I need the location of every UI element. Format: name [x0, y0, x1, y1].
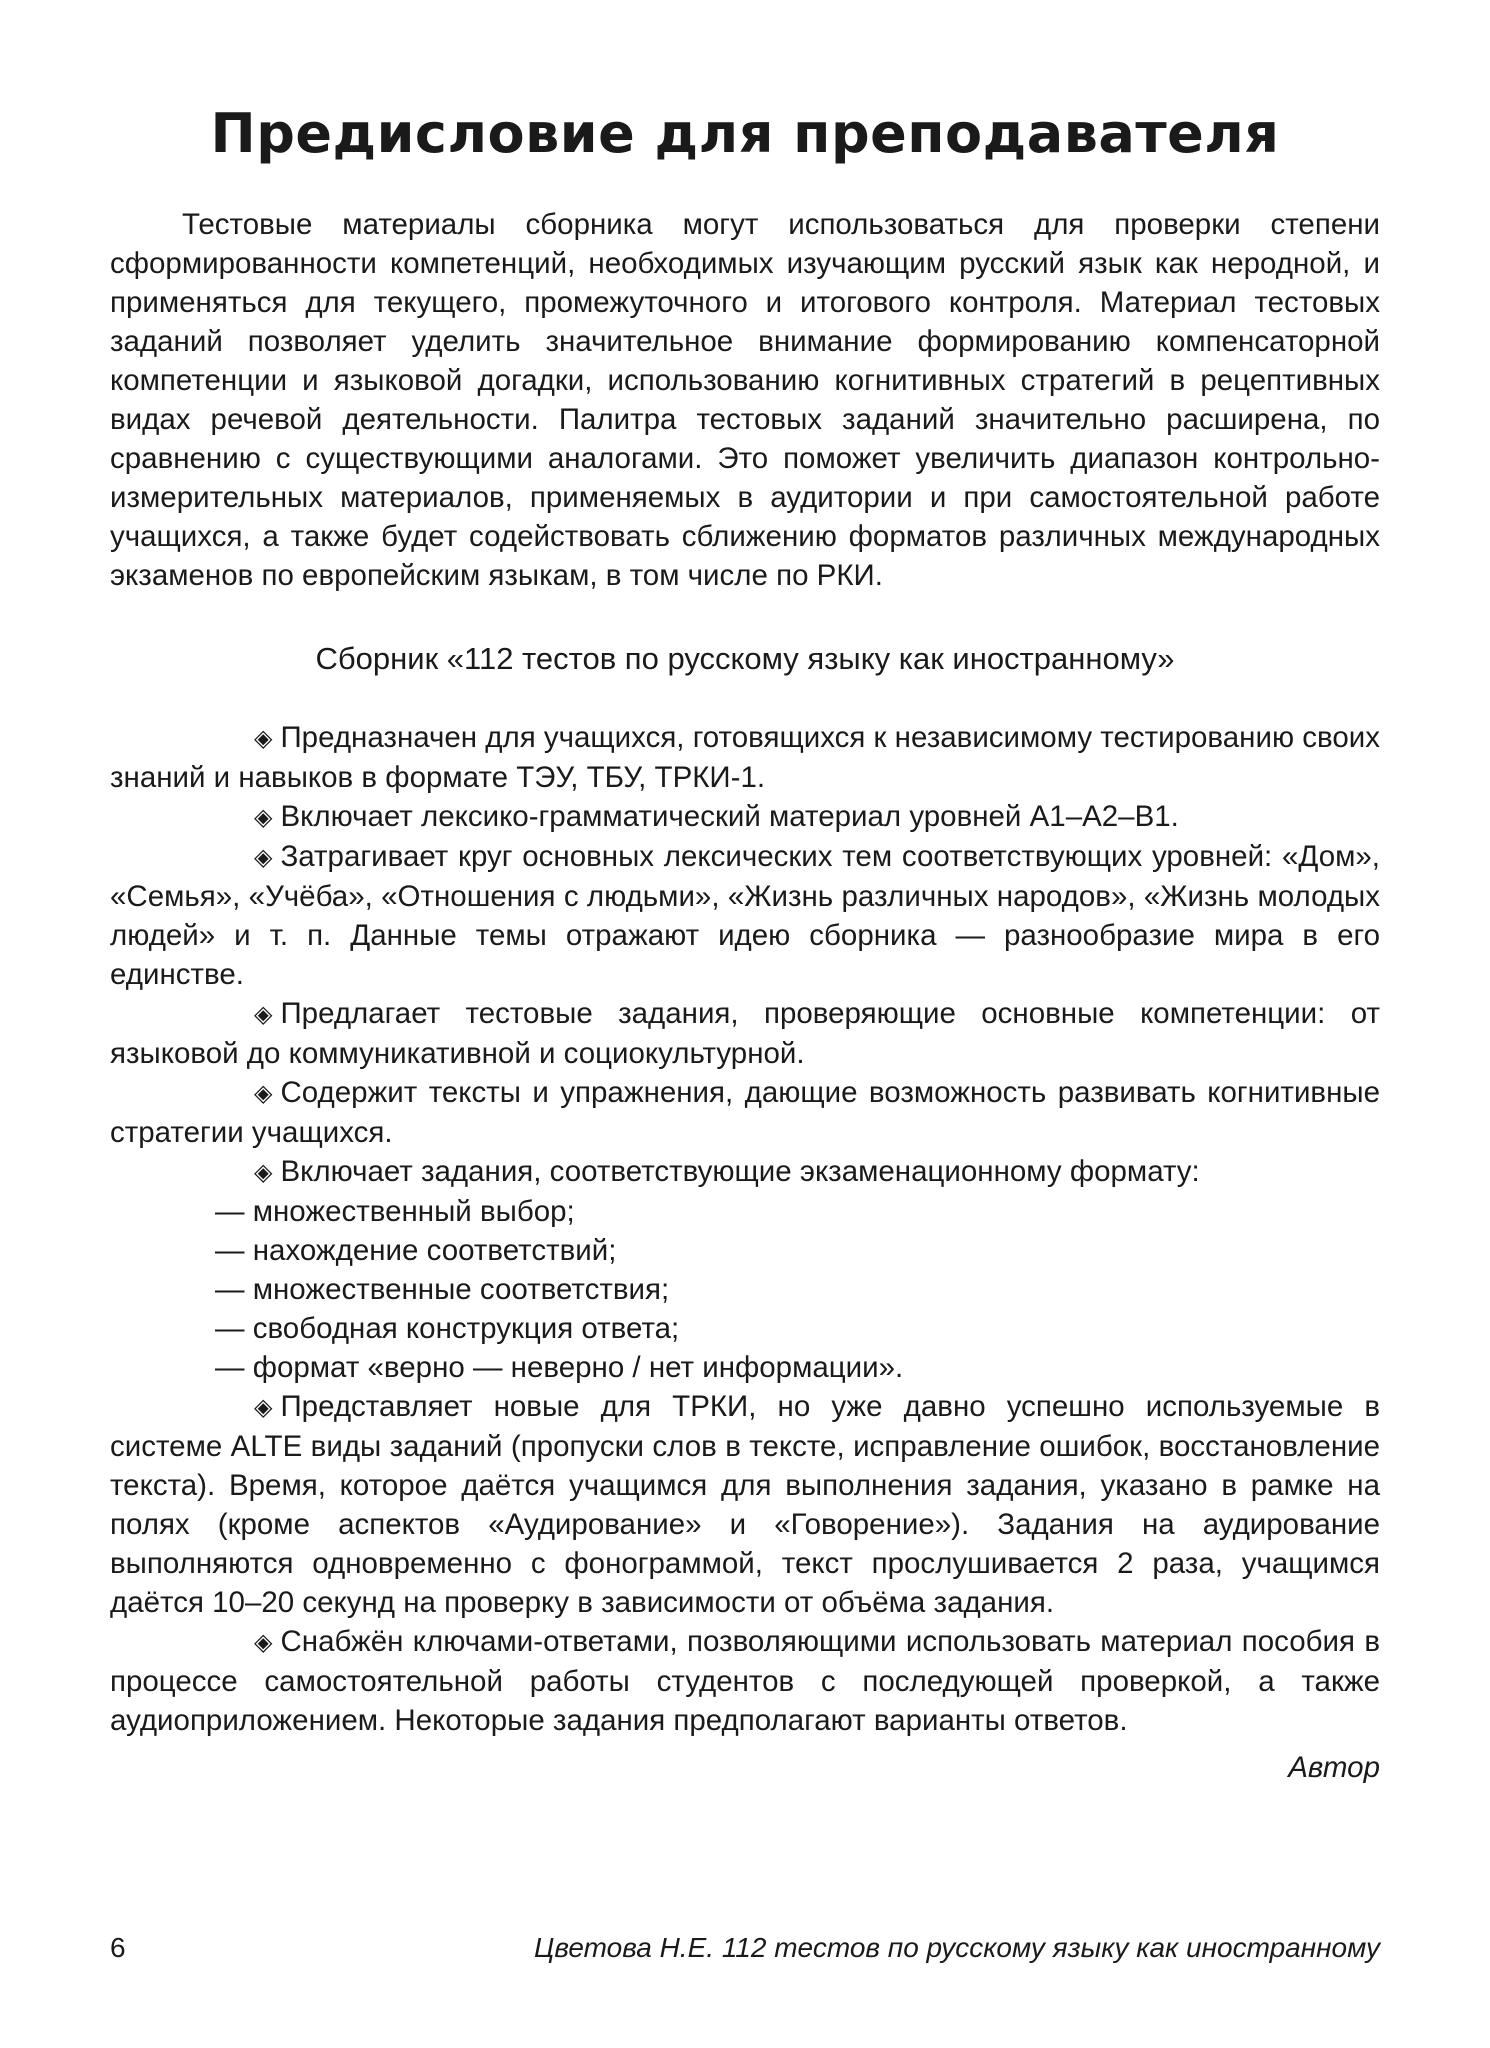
intro-paragraph: Тестовые материалы сборника могут использоваться для проверки степени сформированности компетенций, необходимых изучающим русский язык как неродной, и применяться для текущего, промежуточного и итогового контроля. Материал тестовых заданий позволяет уделить значительное внимание формированию компенсаторной компетенции и языковой догадки, использованию когнитивных стратегий в рецептивных видах речевой деятельности. Палитра тестовых заданий значительно расширена, по сравнению с существующими аналогами. Это поможет увеличить диапазон контрольно-измерительных материалов, применяемых в аудитории и при самостоятельной работе учащихся, а также будет содействовать сближению форматов различных международных экзаменов по европейским языкам, в том числе по РКИ. [110, 208, 1380, 592]
bullet-item [110, 837, 1380, 994]
bullet-item [110, 1387, 1380, 1622]
diamond-dot-icon: ◈ [254, 803, 273, 831]
page-number: 6 [110, 1932, 126, 1963]
diamond-dot-icon: ◈ [254, 1393, 273, 1421]
bullet-text: Содержит тексты и упражнения, дающие возможность развивать когнитивные стратегии учащихся. [110, 1076, 1380, 1149]
bullet-item [110, 994, 1380, 1073]
diamond-dot-icon: ◈ [254, 1158, 273, 1186]
bullet-item [110, 797, 1380, 837]
bullet-item [110, 1073, 1380, 1152]
format-item: — множественные соответствия; [215, 1273, 670, 1306]
body-text [110, 205, 1380, 1787]
bullet-text: Предназначен для учащихся, готовящихся к независимому тестированию своих знаний и навыков в формате ТЭУ, ТБУ, ТРКИ-1. [110, 721, 1380, 794]
diamond-dot-icon: ◈ [254, 1079, 273, 1107]
diamond-dot-icon: ◈ [254, 1628, 273, 1656]
bullet-item [110, 1622, 1380, 1740]
diamond-dot-icon: ◈ [254, 843, 273, 871]
format-item: — свободная конструкция ответа; [215, 1312, 680, 1345]
running-title: Цветова Н.Е. 112 тестов по русскому языку как иностранному [534, 1932, 1380, 1963]
author-signature: Автор [1288, 1751, 1380, 1784]
diamond-dot-icon: ◈ [254, 724, 273, 752]
diamond-dot-icon: ◈ [254, 1000, 273, 1028]
format-item: — нахождение соответствий; [215, 1234, 617, 1267]
bullet-text: Затрагивает круг основных лексических тем соответствующих уровней: «Дом», «Семья», «Учёба», «Отношения с людьми», «Жизнь различных народов», «Жизнь молодых людей» и т. п. Данные темы отражают идею сборника — разнообразие мира в его единстве. [110, 840, 1380, 991]
format-list [110, 1192, 1380, 1387]
bullet-item [110, 718, 1380, 797]
bullet-text: Предлагает тестовые задания, проверяющие основные компетенции: от языковой до коммуникативной и социокультурной. [110, 997, 1380, 1070]
collection-subtitle: Сборник «112 тестов по русскому языку как иностранному» [315, 641, 1175, 676]
page-title: Предисловие для преподавателя [210, 102, 1280, 165]
bullet-item [110, 1152, 1380, 1192]
bullet-text: Включает лексико-грамматический материал уровней А1–А2–В1. [280, 800, 1179, 833]
document-page [110, 0, 1380, 2048]
bullet-text: Представляет новые для ТРКИ, но уже давно успешно используемые в системе ALTE виды заданий (пропуски слов в тексте, исправление ошибок, восстановление текста). Время, которое даётся учащимся для выполнения задания, указано в рамке на полях (кроме аспектов «Аудирование» и «Говорение»). Задания на аудирование выполняются одновременно с фонограммой, текст прослушивается 2 раза, учащимся даётся 10–20 секунд на проверку в зависимости от объёма задания. [110, 1390, 1380, 1619]
bullet-text: Включает задания, соответствующие экзаменационному формату: [280, 1155, 1200, 1188]
format-item: — формат «верно — неверно / нет информации». [215, 1351, 904, 1384]
format-item: — множественный выбор; [215, 1195, 575, 1228]
bullet-text: Снабжён ключами-ответами, позволяющими использовать материал пособия в процессе самостоятельной работы студентов с последующей проверкой, а также аудиоприложением. Некоторые задания предполагают варианты ответов. [110, 1625, 1380, 1737]
